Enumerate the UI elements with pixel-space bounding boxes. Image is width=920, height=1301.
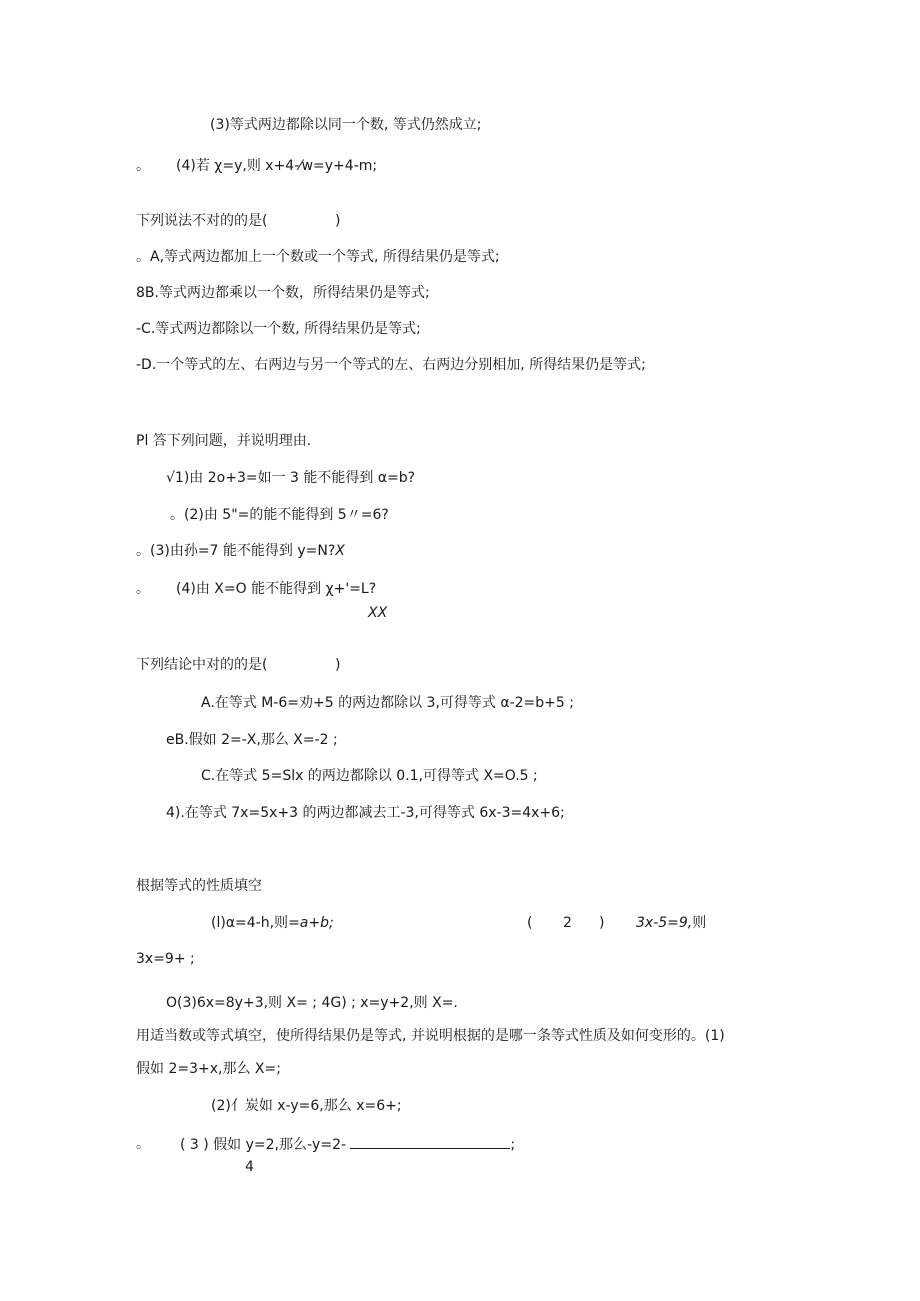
question-4-item-1-text: (l)α=4-h,则 [211, 915, 289, 931]
question-2-item-1: √1)由 2o+3=如一 3 能不能得到 α=b? [166, 470, 416, 486]
question-5-item-3 [180, 1134, 515, 1155]
question-4-item-2-number: 2 [563, 915, 572, 931]
property-4-line: (4)若 χ=y,则 x+4-⁄w=y+4-m; [176, 158, 378, 174]
question-2-item-2: 。(2)由 5"=的能不能得到 5〃=6? [170, 507, 389, 523]
bullet-mark: 。 [136, 581, 150, 597]
question-4-item-3: O(3)6x=8y+3,则 X= ; 4G) ; x=y+2,则 X=. [166, 995, 458, 1011]
question-5-item-3-text: ( 3 ) 假如 y=2,那么-y=2- [180, 1137, 347, 1153]
question-1-option-d: -D.一个等式的左、右两边与另一个等式的左、右两边分别相加, 所得结果仍是等式; [136, 357, 646, 373]
bullet-mark: 。 [136, 158, 150, 174]
property-3-line: (3)等式两边都除以同一个数, 等式仍然成立; [210, 117, 482, 133]
bullet-mark: 。 [136, 1136, 150, 1152]
question-1-option-a: 。A,等式两边都加上一个数或一个等式, 所得结果仍是等式; [136, 249, 500, 265]
question-2-item-3-text: 。(3)由孙=7 能不能得到 y=N? [136, 543, 336, 559]
question-3-paren: ) [335, 657, 341, 673]
question-3-option-a: A.在等式 M-6=劝+5 的两边都除以 3,可得等式 α-2=b+5 ; [201, 695, 574, 711]
question-5-item-1: 假如 2=3+x,那么 X=; [136, 1061, 281, 1077]
question-3-title: 下列结论中对的的是( [136, 657, 268, 673]
question-1-option-c: -C.等式两边都除以一个数, 所得结果仍是等式; [136, 321, 421, 337]
question-5-item-3-fraction: 4 [245, 1159, 254, 1175]
question-4-item-2-equation: 3x-5=9, [636, 915, 693, 931]
question-2-item-3-x: X [335, 543, 345, 559]
question-2-item-4: (4)由 X=O 能不能得到 χ+'=L? [176, 581, 377, 597]
question-5-item-2: (2)亻炭如 x-y=6,那么 x=6+; [211, 1098, 402, 1114]
question-4-item-2-then: 则 [692, 915, 707, 931]
question-4-item-2-expr [636, 913, 706, 933]
question-3-option-b: eB.假如 2=-X,那么 X=-2 ; [166, 732, 338, 748]
question-4-title: 根据等式的性质填空 [136, 878, 262, 894]
question-1-title: 下列说法不对的的是( [136, 213, 268, 229]
question-4-item-2-open-paren: ( [527, 915, 533, 931]
answer-blank[interactable] [350, 1134, 510, 1149]
question-2-item-4-denominator: XX [368, 605, 388, 621]
question-2-item-3 [136, 541, 345, 561]
question-2-title: Pl 答下列问题，并说明理由. [136, 433, 312, 449]
question-3-option-c: C.在等式 5=Slx 的两边都除以 0.1,可得等式 X=O.5 ; [201, 768, 538, 784]
question-4-item-1 [211, 913, 334, 933]
question-3-option-d: 4).在等式 7x=5x+3 的两边都减去工-3,可得等式 6x-3=4x+6; [166, 805, 565, 821]
question-4-item-2-close-paren: ) [599, 915, 605, 931]
question-5-title: 用适当数或等式填空，使所得结果仍是等式, 并说明根据的是哪一条等式性质及如何变形的。(1) [136, 1028, 725, 1044]
question-5-item-3-end: ; [510, 1137, 516, 1153]
question-4-item-2-continued: 3x=9+ ; [136, 951, 195, 967]
question-4-item-1-expr: =a+b; [288, 915, 334, 931]
question-1-option-b: 8B.等式两边都乘以一个数，所得结果仍是等式; [136, 285, 430, 301]
question-1-paren: ) [335, 213, 341, 229]
